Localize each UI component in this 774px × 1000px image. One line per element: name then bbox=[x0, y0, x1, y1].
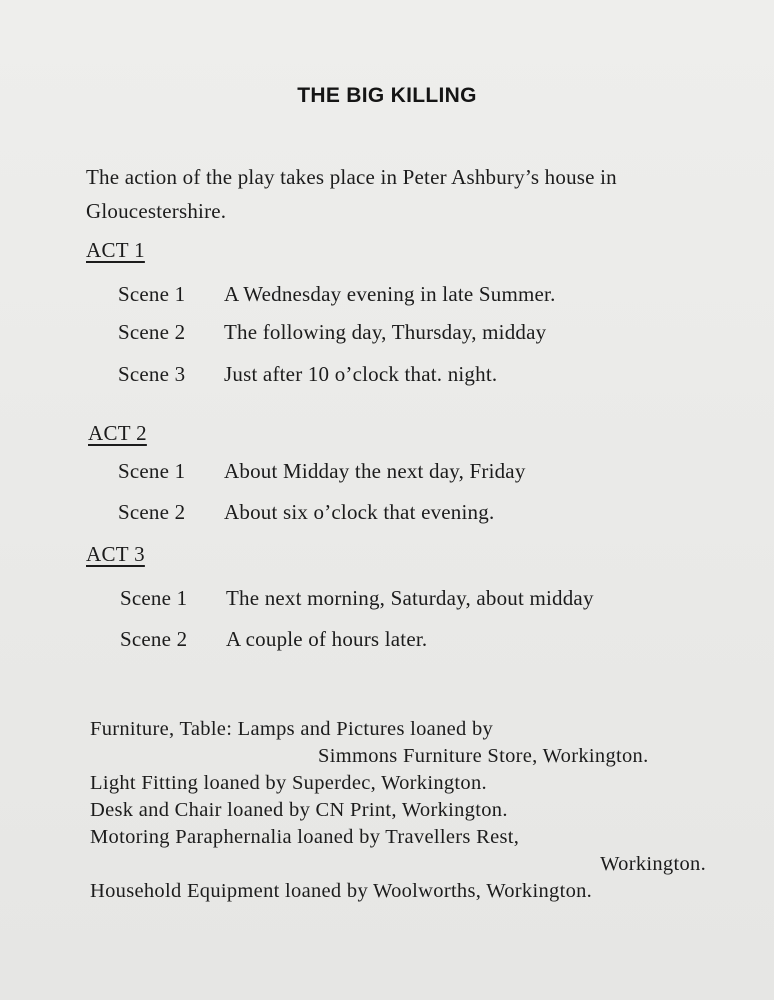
act-2-scene-1 bbox=[118, 459, 526, 484]
act-3-scene-1 bbox=[120, 586, 594, 611]
scene-description: A couple of hours later. bbox=[226, 627, 428, 651]
scene-description: A Wednesday evening in late Summer. bbox=[224, 282, 556, 306]
credit-line: Simmons Furniture Store, Workington. bbox=[318, 745, 649, 767]
play-title: THE BIG KILLING bbox=[297, 84, 477, 107]
credit-line: Household Equipment loaned by Woolworths, Workington. bbox=[90, 880, 593, 902]
credit-line: Motoring Paraphernalia loaned by Travellers Rest, bbox=[90, 826, 520, 848]
scene-label: Scene 2 bbox=[118, 500, 186, 524]
act-3-scene-2 bbox=[120, 627, 427, 652]
setting-description: The action of the play takes place in Peter Ashbury’s house in Gloucestershire. bbox=[86, 165, 617, 223]
scene-description: The following day, Thursday, midday bbox=[224, 320, 547, 344]
scene-description: About six o’clock that evening. bbox=[224, 500, 495, 524]
act-1-scene-2 bbox=[118, 320, 546, 345]
scene-label: Scene 3 bbox=[118, 362, 186, 386]
act-3-heading: ACT 3 bbox=[86, 542, 145, 566]
scene-description: About Midday the next day, Friday bbox=[224, 459, 526, 483]
scene-label: Scene 2 bbox=[118, 320, 186, 344]
credit-line: Light Fitting loaned by Superdec, Workington. bbox=[90, 772, 487, 794]
credit-line: Desk and Chair loaned by CN Print, Workington. bbox=[90, 799, 508, 821]
act-1-scene-1 bbox=[118, 282, 556, 307]
scene-label: Scene 2 bbox=[120, 627, 188, 651]
scene-description: The next morning, Saturday, about midday bbox=[226, 586, 594, 610]
scene-label: Scene 1 bbox=[118, 459, 186, 483]
scene-label: Scene 1 bbox=[120, 586, 188, 610]
act-2-heading: ACT 2 bbox=[88, 421, 147, 445]
scene-label: Scene 1 bbox=[118, 282, 186, 306]
credits-block bbox=[90, 716, 730, 905]
credit-line: Furniture, Table: Lamps and Pictures loaned by bbox=[90, 718, 494, 740]
credit-line: Workington. bbox=[600, 853, 706, 875]
act-2-scene-2 bbox=[118, 500, 494, 525]
scene-description: Just after 10 o’clock that. night. bbox=[224, 362, 498, 386]
act-1-heading: ACT 1 bbox=[86, 238, 145, 262]
act-1-scene-3 bbox=[118, 362, 497, 387]
